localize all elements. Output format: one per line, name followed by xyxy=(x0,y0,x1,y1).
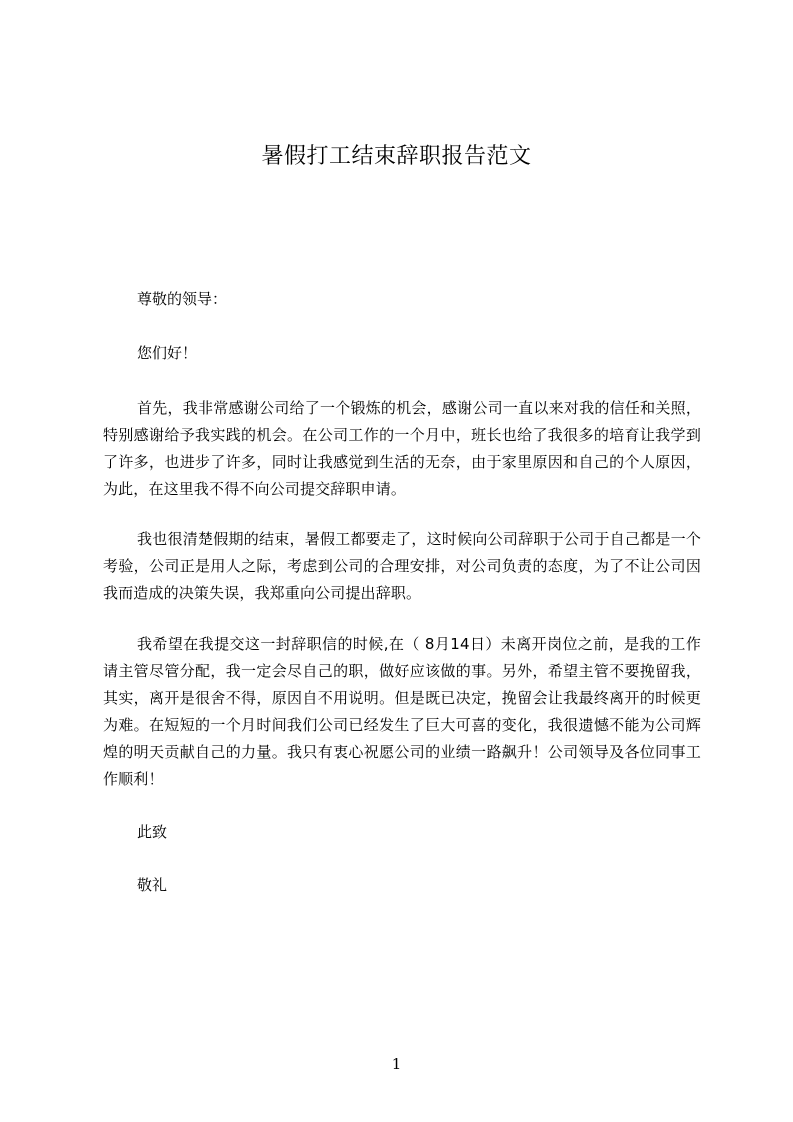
greeting: 您们好！ xyxy=(137,344,198,362)
document-title: 暑假打工结束辞职报告范文 xyxy=(261,144,532,169)
paragraph-2: 我也很清楚假期的结束，暑假工都要走了，这时候向公司辞职于公司于自己都是一个考验，公司正是用人之际，考虑到公司的合理安排，对公司负责的态度，为了不让公司因我而造成的决策失误，我郑重向公司提出辞职。 xyxy=(103,530,701,602)
paragraph-1: 首先，我非常感谢公司给了一个锻炼的机会，感谢公司一直以来对我的信任和关照，特别感谢给予我实践的机会。在公司工作的一个月中，班长也给了我很多的培育让我学到了许多，也进步了许多，同时让我感觉到生活的无奈，由于家里原因和自己的个人原因，为此，在这里我不得不向公司提交辞职申请。 xyxy=(103,399,701,498)
salutation: 尊敬的领导： xyxy=(137,290,228,308)
closing-ci-zhi: 此致 xyxy=(137,823,168,841)
closing-jing-li: 敬礼 xyxy=(137,876,168,894)
paragraph-3: 我希望在我提交这一封辞职信的时候,在（ 8月14日）未离开岗位之前，是我的工作请主管尽管分配，我一定会尽自己的职，做好应该做的事。另外，希望主管不要挽留我，其实，离开是很舍不得，原因自不用说明。但是既已决定，挽留会让我最终离开的时候更为难。在短短的一个月时间我们公司已经发生了巨大可喜的变化，我很遗憾不能为公司辉煌的明天贡献自己的力量。我只有衷心祝愿公司的业绩一路飙升！公司领导及各位同事工作顺利！ xyxy=(103,635,701,788)
page-number: 1 xyxy=(391,1055,402,1073)
